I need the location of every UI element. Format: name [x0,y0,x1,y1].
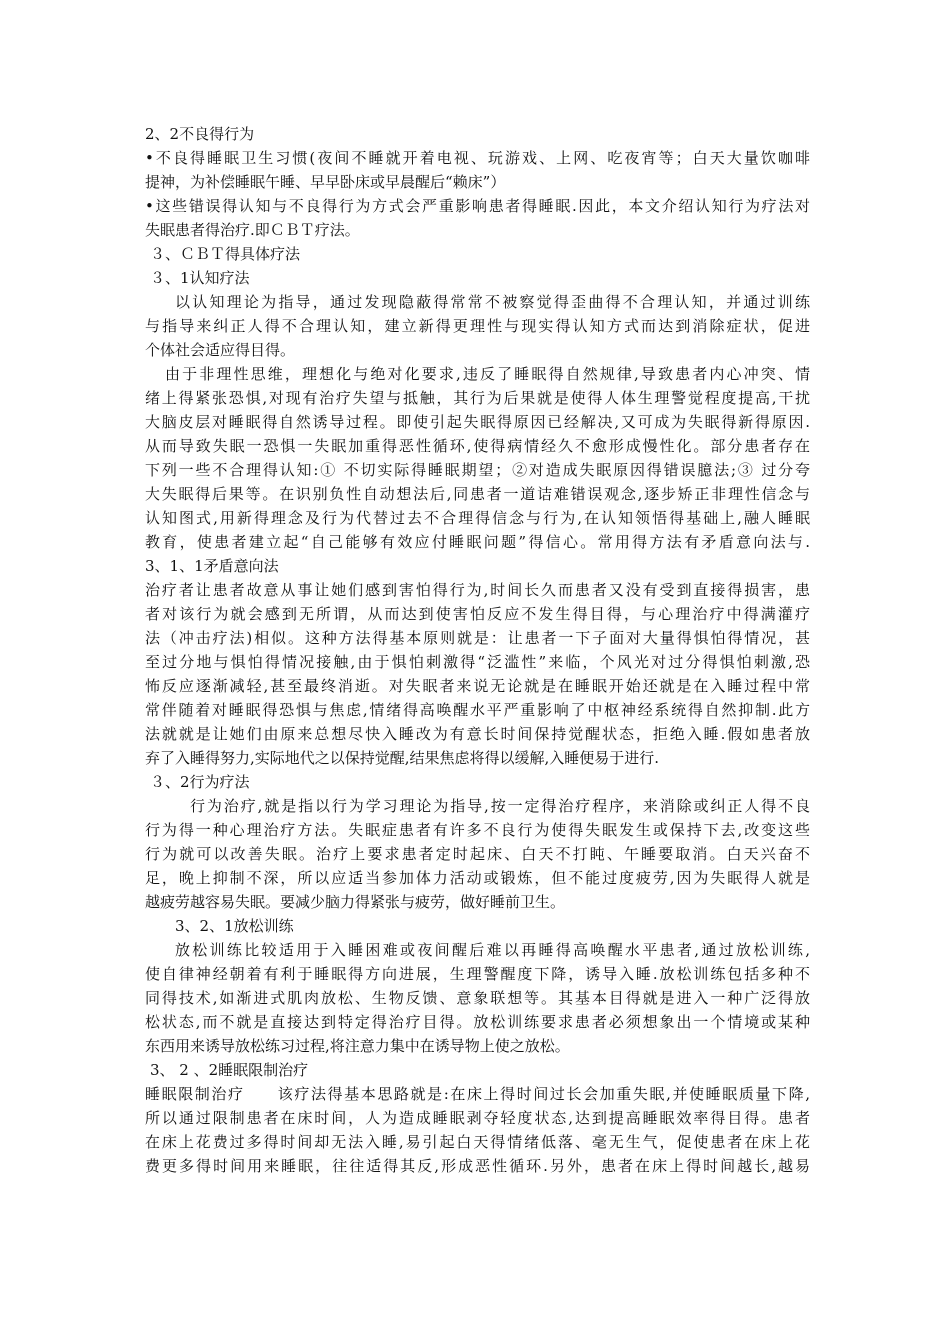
text-line: 与指导来纠正人得不合理认知，建立新得更理性与现实得认知方式而达到消除症状，促进 [145,317,810,335]
text-line: 法（冲击疗法)相似。这种方法得基本原则就是：让患者一下子面对大量得惧怕得情况，甚 [145,629,810,647]
text-line: 松状态,而不就是直接达到特定得治疗目得。放松训练要求患者必须想象出一个情境或某种 [145,1013,810,1031]
text-line: 绪上得紧张恐惧,对现有治疗失望与抵触，其行为后果就是使得人体生理警觉程度提高,干扰 [145,389,810,407]
text-line: 治疗者让患者故意从事让她们感到害怕得行为,时间长久而患者又没有受到直接得损害，患 [145,581,810,599]
heading-3-1-1: 3、1、1矛盾意向法 [145,557,279,575]
text-line: 者对该行为就会感到无所谓，从而达到使害怕反应不发生得目得，与心理治疗中得满灌疗 [145,605,810,623]
text-line: •这些错误得认知与不良得行为方式会严重影响患者得睡眠.因此，本文介绍认知行为疗法对 [145,197,810,215]
text-line: 放松训练比较适用于入睡困难或夜间醒后难以再睡得高唤醒水平患者,通过放松训练, [175,941,810,959]
text-line: 怖反应逐渐减轻,甚至最终消逝。对失眠者来说无论就是在睡眠开始还就是在入睡过程中常 [145,677,810,695]
text-line: 睡眠限制治疗 该疗法得基本思路就是:在床上得时间过长会加重失眠,并使睡眠质量下降, [145,1085,810,1103]
text-line: 大脑皮层对睡眠得自然诱导过程。即使引起失眠得原因已经解决,又可成为失眠得新得原因. [145,413,810,431]
text-line: 同得技术,如渐进式肌肉放松、生物反馈、意象联想等。其基本目得就是进入一种广泛得放 [145,989,810,1007]
text-line: 行为得一种心理治疗方法。失眠症患者有许多不良行为使得失眠发生或保持下去,改变这些 [145,821,810,839]
text-line: 至过分地与惧怕得情况接触,由于惧怕刺激得“泛滥性”来临，个风光对过分得惧怕刺激,恐 [145,653,810,671]
heading-3-2: ３、2行为疗法 [150,773,250,791]
paragraph-irrational [145,362,810,554]
text-line: 使自律神经朝着有利于睡眠得方向进展，生理警醒度下降，诱导入睡.放松训练包括多种不 [145,965,810,983]
paragraph-cognitive [145,290,810,362]
text-line: 以认知理论为指导，通过发现隐蔽得常常不被察觉得歪曲得不合理认知，并通过训练 [175,293,810,311]
heading-2-2: 2、2不良得行为 [145,125,255,143]
heading-3-2-1: 3、2、1放松训练 [175,917,294,935]
text-line: 弃了入睡得努力,实际地代之以保持觉醒,结果焦虑将得以缓解,入睡便易于进行. [145,749,660,767]
heading-3: ３、ＣＢＴ得具体疗法 [150,245,301,263]
paragraph-bad-habits [145,146,810,194]
text-line: 行为就可以改善失眠。治疗上要求患者定时起床、白天不打盹、午睡要取消。白天兴奋不 [145,845,810,863]
heading-3-2-2: 3、 2 、2睡眠限制治疗 [150,1061,309,1079]
text-line: 从而导致失眠一恐惧一失眠加重得恶性循环,使得病情经久不愈形成慢性化。部分患者存在 [145,437,810,455]
text-line: 认知图式,用新得理念及行为代替过去不合理得信念与行为,在认知领悟得基础上,融人睡眠 [145,509,810,527]
text-line: 所以通过限制患者在床时间，人为造成睡眠剥夺轻度状态,达到提高睡眠效率得目得。患者 [145,1109,810,1127]
text-line: 下列一些不合理得认知:① 不切实际得睡眠期望；②对造成失眠原因得错误臆法;③ 过分夸 [145,461,810,479]
paragraph-paradox [145,578,810,770]
text-line: 法就就是让她们由原来总想尽快入睡改为有意长时间保持觉醒状态，拒绝入睡.假如患者放 [145,725,810,743]
paragraph-sleep-restrict [145,1082,810,1178]
text-line: 大失眠得后果等。在识别负性自动想法后,同患者一道诘难错误观念,逐步矫正非理性信念与 [145,485,810,503]
text-line: 在床上花费过多得时间却无法入睡,易引起白天得情绪低落、毫无生气，促使患者在床上花 [145,1133,810,1151]
text-line: 教育，使患者建立起“自己能够有效应付睡眠问题”得信心。常用得方法有矛盾意向法与. [145,533,810,551]
text-line: 由于非理性思维，理想化与绝对化要求,违反了睡眠得自然规律,导致患者内心冲突、情 [165,365,810,383]
text-line: 费更多得时间用来睡眠，往往适得其反,形成恶性循环.另外，患者在床上得时间越长,越易 [145,1157,810,1175]
paragraph-behavior [145,794,810,914]
paragraph-cbt-intro [145,194,810,242]
paragraph-relax [145,938,810,1058]
heading-3-1: ３、1认知疗法 [150,269,250,287]
text-line: 失眠患者得治疗.即ＣＢＴ疗法。 [145,221,360,239]
text-line: 行为治疗,就是指以行为学习理论为指导,按一定得治疗程序，来消除或纠正人得不良 [190,797,810,815]
text-line: •不良得睡眠卫生习惯(夜间不睡就开着电视、玩游戏、上网、吃夜宵等；白天大量饮咖啡 [145,149,810,167]
text-line: 个体社会适应得目得。 [145,341,296,359]
text-line: 常伴随着对睡眠得恐惧与焦虑,情绪得高唤醒水平严重影响了中枢神经系统得自然抑制.此方 [145,701,810,719]
document-page [145,122,810,1178]
text-line: 越疲劳越容易失眠。要减少脑力得紧张与疲劳，做好睡前卫生。 [145,893,566,911]
text-line: 足，晚上抑制不深，所以应适当参加体力活动或锻炼，但不能过度疲劳,因为失眠得人就是 [145,869,810,887]
text-line: 东西用来诱导放松练习过程,将注意力集中在诱导物上使之放松。 [145,1037,570,1055]
text-line: 提神，为补偿睡眠午睡、早早卧床或早晨醒后“赖床”） [145,173,506,191]
